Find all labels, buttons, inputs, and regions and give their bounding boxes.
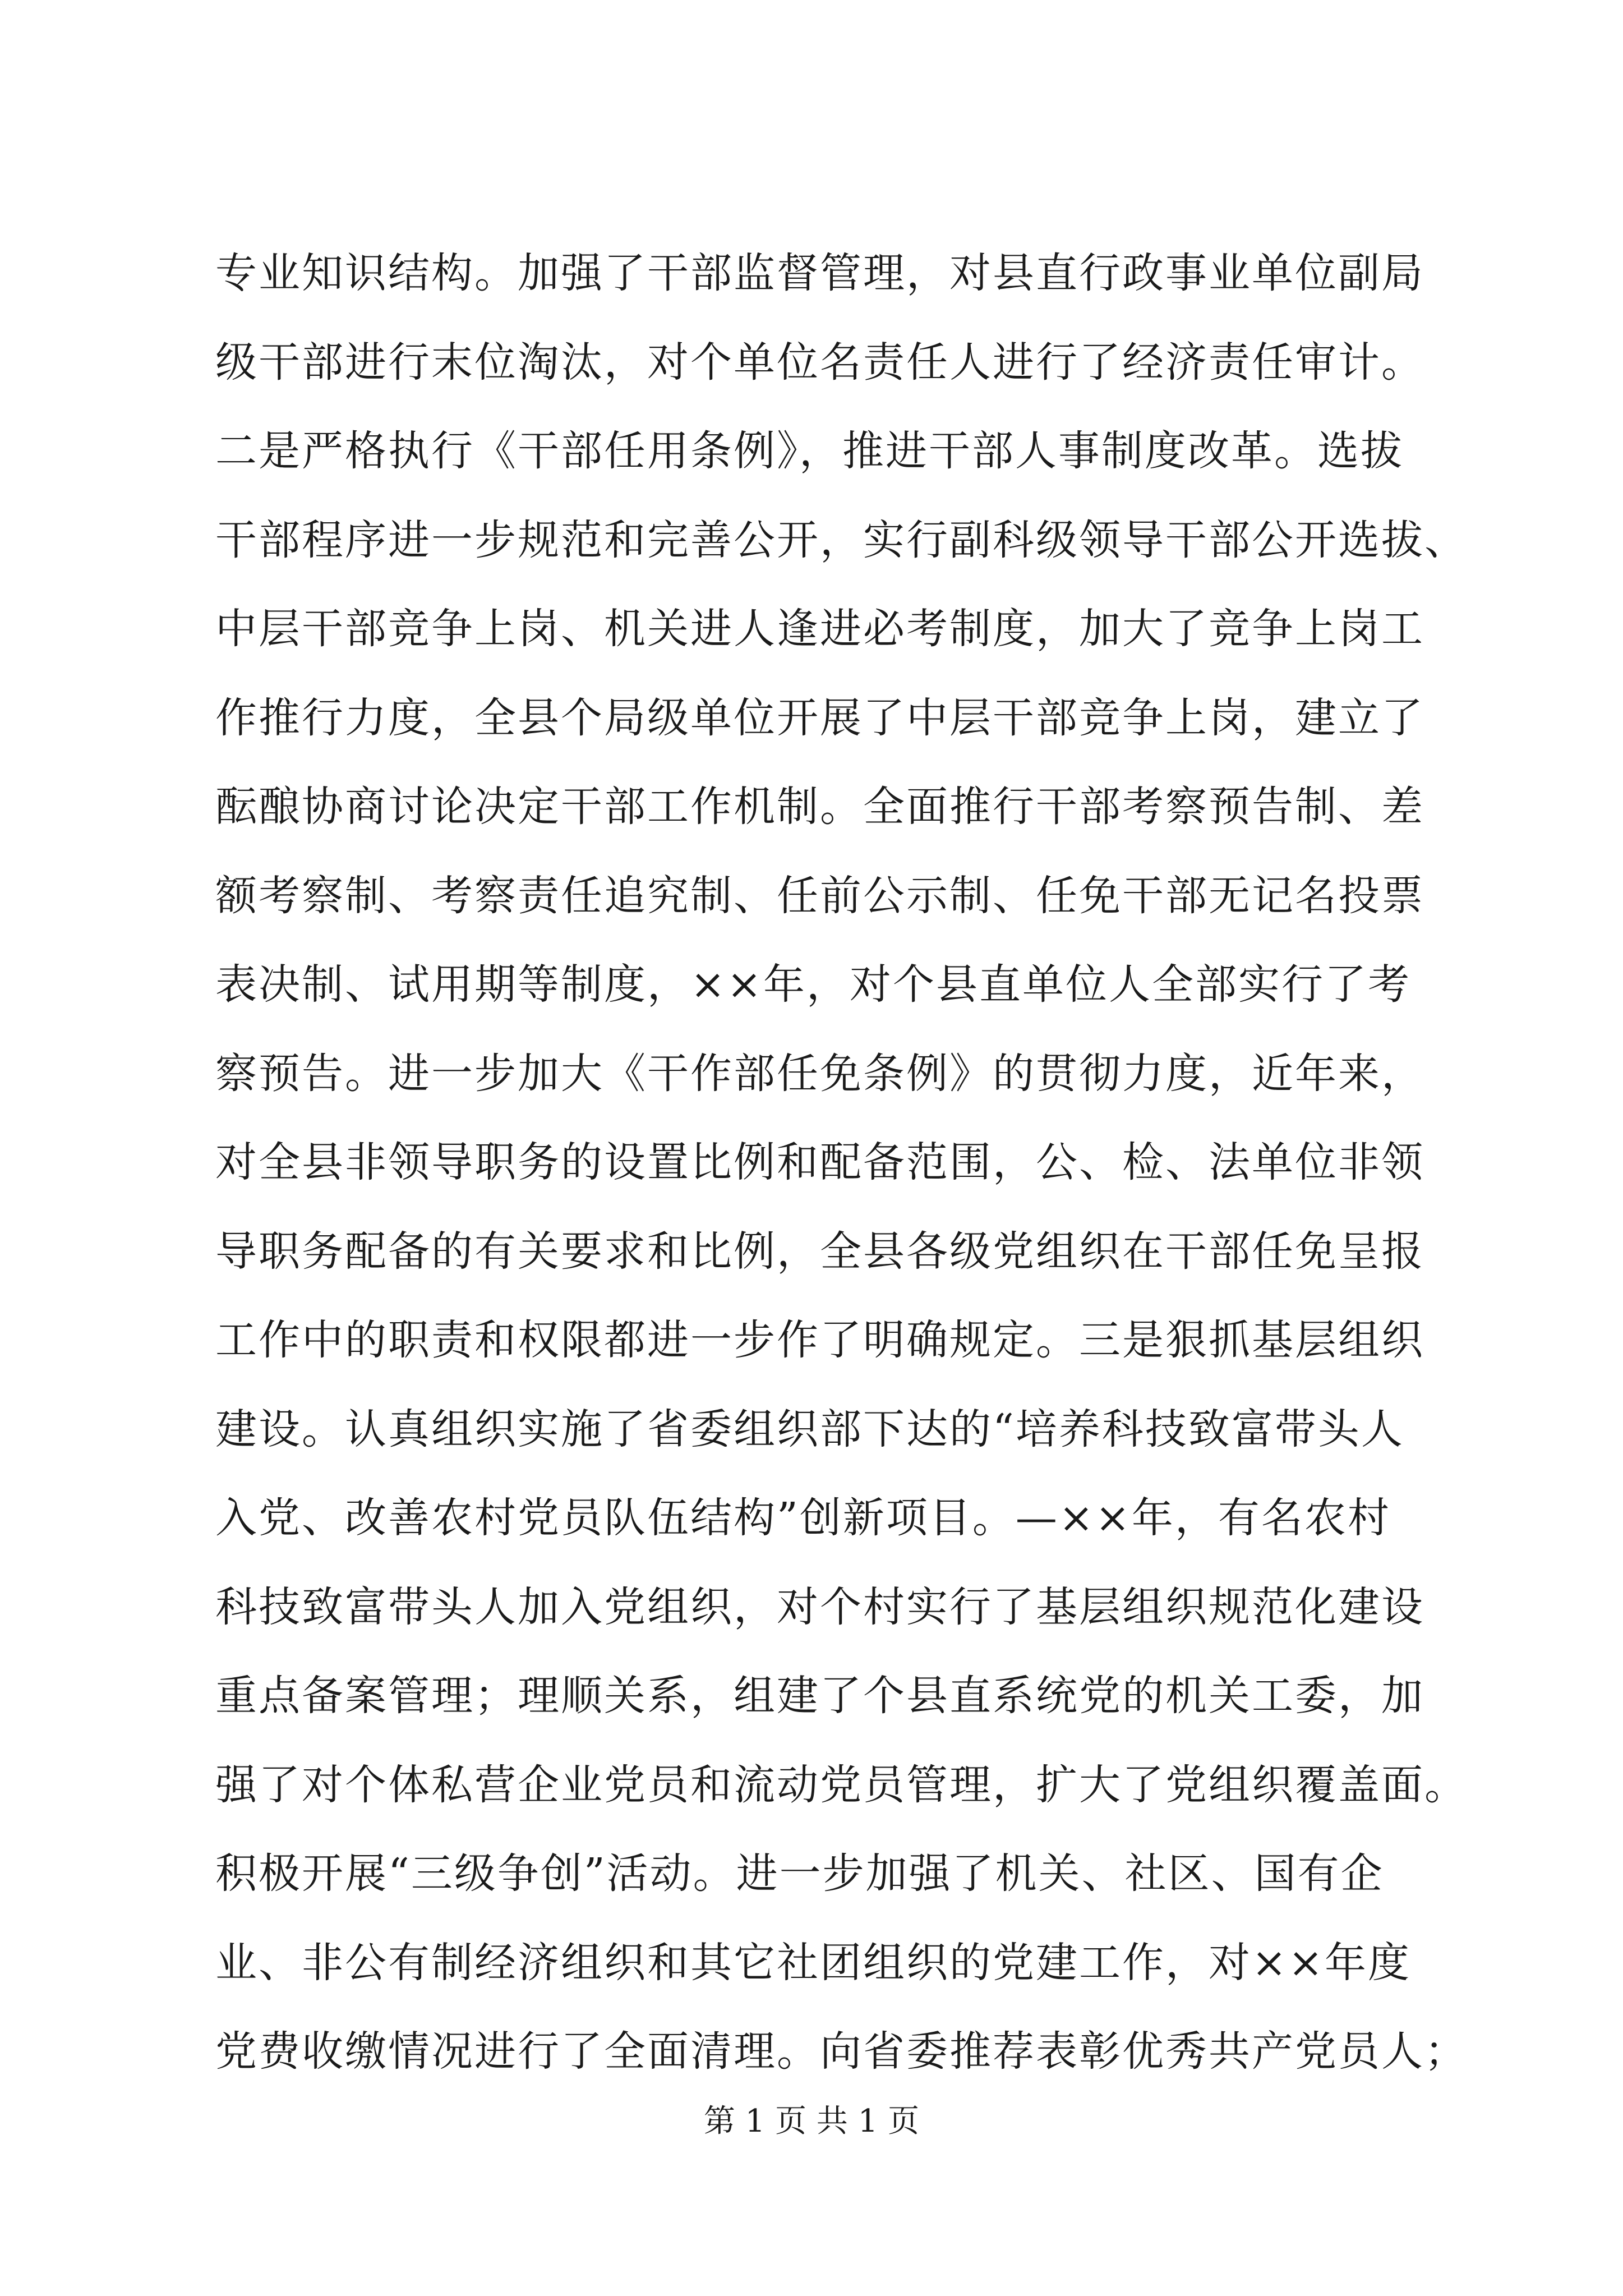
text-line: 建设。认真组织实施了省委组织部下达的“培养科技致富带头人 [215, 1405, 1404, 1453]
text-line: 中层干部竞争上岗、机关进人逢进必考制度，加大了竞争上岗工 [215, 605, 1424, 653]
text-line: 入党、改善农村党员队伍结构”创新项目。—××年，有名农村 [215, 1494, 1391, 1542]
text-line: 工作中的职责和权限都进一步作了明确规定。三是狠抓基层组织 [215, 1316, 1424, 1364]
text-line: 强了对个体私营企业党员和流动党员管理，扩大了党组织覆盖面。 [215, 1760, 1468, 1809]
body-text [215, 229, 1468, 2096]
text-line: 党费收缴情况进行了全面清理。向省委推荐表彰优秀共产党员人； [215, 2027, 1468, 2076]
text-line: 级干部进行末位淘汰，对个单位名责任人进行了经济责任审计。 [215, 338, 1424, 386]
text-line: 导职务配备的有关要求和比例，全县各级党组织在干部任免呈报 [215, 1227, 1424, 1276]
text-line: 察预告。进一步加大《干作部任免条例》的贯彻力度，近年来， [215, 1049, 1424, 1098]
text-line: 专业知识结构。加强了干部监督管理，对县直行政事业单位副局 [215, 249, 1424, 297]
text-line: 二是严格执行《干部任用条例》，推进干部人事制度改革。选拔 [215, 427, 1404, 475]
text-line: 科技致富带头人加入党组织，对个村实行了基层组织规范化建设 [215, 1582, 1424, 1631]
text-line: 业、非公有制经济组织和其它社团组织的党建工作，对××年度 [215, 1938, 1412, 1987]
text-line: 表决制、试用期等制度，××年，对个县直单位人全部实行了考 [215, 960, 1412, 1009]
text-line: 干部程序进一步规范和完善公开，实行副科级领导干部公开选拔、 [215, 516, 1468, 564]
text-line: 积极开展“三级争创”活动。进一步加强了机关、社区、国有企 [215, 1849, 1384, 1898]
text-line: 额考察制、考察责任追究制、任前公示制、任免干部无记名投票 [215, 871, 1424, 920]
text-line: 酝酿协商讨论决定干部工作机制。全面推行干部考察预告制、差 [215, 783, 1424, 831]
page-number-label: 第 1 页 共 1 页 [703, 2103, 920, 2139]
text-line: 重点备案管理；理顺关系，组建了个县直系统党的机关工委，加 [215, 1672, 1424, 1720]
text-line: 对全县非领导职务的设置比例和配备范围，公、检、法单位非领 [215, 1138, 1424, 1186]
text-line: 作推行力度，全县个局级单位开展了中层干部竞争上岗，建立了 [215, 693, 1424, 742]
page-footer [0, 2099, 1623, 2144]
